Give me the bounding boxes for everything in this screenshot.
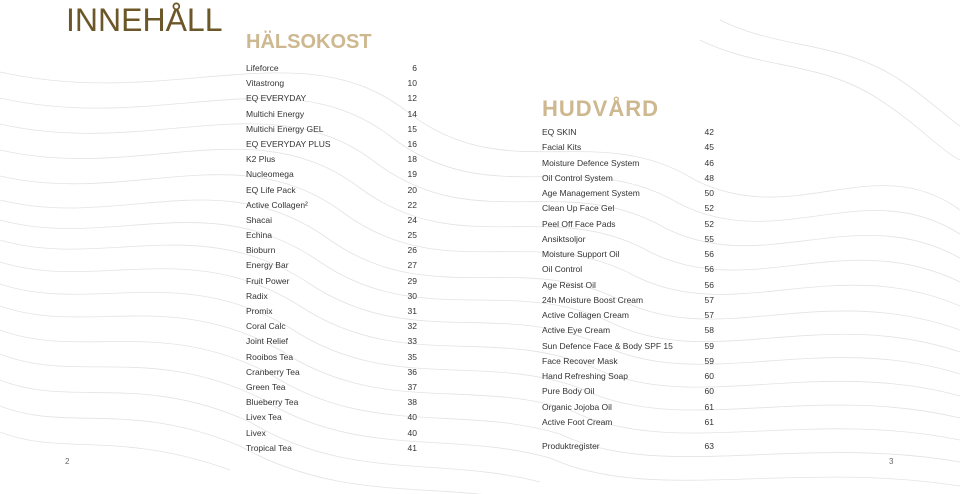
toc-entry[interactable] — [542, 308, 714, 323]
toc-entry[interactable] — [542, 415, 714, 430]
toc-entry-page: 6 — [412, 63, 417, 73]
toc-entry-name: Moisture Defence System — [542, 157, 640, 168]
toc-entry[interactable] — [542, 323, 714, 338]
toc-entry-name: Clean Up Face Gel — [542, 203, 615, 214]
toc-entry[interactable] — [246, 61, 417, 76]
toc-entry[interactable] — [246, 274, 417, 289]
toc-entry[interactable] — [542, 186, 714, 201]
toc-entry-name: EQ EVERYDAY — [246, 93, 307, 104]
toc-entry-page: 45 — [704, 142, 714, 153]
toc-entry-name: EQ EVERYDAY PLUS — [246, 138, 331, 149]
toc-entry-page: 59 — [704, 355, 714, 366]
toc-entry[interactable] — [246, 76, 417, 91]
toc-entry[interactable] — [542, 369, 714, 384]
toc-entry-name: Bioburn — [246, 245, 276, 256]
toc-entry[interactable] — [542, 354, 714, 369]
toc-list-halsokost — [246, 61, 417, 456]
toc-entry-name: Active Collagen Cream — [542, 310, 629, 320]
toc-entry[interactable] — [246, 243, 417, 258]
toc-entry-name: 24h Moisture Boost Cream — [542, 294, 644, 305]
toc-entry-name: Livex Tea — [246, 412, 282, 423]
toc-entry[interactable] — [246, 258, 417, 273]
toc-entry-name: Produktregister — [542, 441, 600, 451]
toc-entry-name: Ansiktsoljor — [542, 233, 586, 244]
toc-entry[interactable] — [542, 217, 714, 232]
toc-entry-name: Moisture Support Oil — [542, 249, 620, 259]
toc-entry-name: Facial Kits — [542, 142, 582, 153]
toc-entry[interactable] — [246, 365, 417, 380]
toc-entry-name: Energy Bar — [246, 260, 289, 271]
toc-entry-page: 37 — [407, 381, 417, 392]
toc-entry-page: 56 — [704, 264, 714, 275]
toc-entry-page: 56 — [704, 249, 714, 259]
toc-entry-name: Green Tea — [246, 381, 286, 392]
toc-entry-page: 26 — [407, 245, 417, 256]
toc-entry[interactable] — [246, 441, 417, 456]
toc-entry[interactable] — [246, 319, 417, 334]
toc-entry-page: 22 — [407, 199, 417, 210]
toc-entry-name: Vitastrong — [246, 78, 285, 89]
toc-entry-name: Peel Off Face Pads — [542, 218, 616, 229]
toc-entry-page: 31 — [407, 306, 417, 316]
toc-entry-name: Nucleomega — [246, 169, 294, 180]
toc-entry-name: Multichi Energy GEL — [246, 123, 324, 134]
toc-entry-page: 35 — [407, 351, 417, 362]
toc-entry-name: Pure Body Oil — [542, 386, 595, 397]
section-title-halsokost: HÄLSOKOST — [246, 31, 372, 53]
toc-entry-page: 18 — [407, 154, 417, 165]
toc-list-hudvard — [542, 125, 714, 430]
toc-entry-name: Sun Defence Face & Body SPF 15 — [542, 340, 673, 351]
toc-entry[interactable] — [246, 334, 417, 349]
toc-entry-page: 40 — [407, 427, 417, 438]
toc-entry-name: Rooibos Tea — [246, 351, 294, 362]
toc-entry-page: 29 — [407, 275, 417, 286]
toc-entry-name: Age Resist Oil — [542, 279, 596, 290]
toc-entry[interactable] — [246, 350, 417, 365]
toc-entry[interactable] — [542, 247, 714, 262]
toc-entry[interactable] — [246, 137, 417, 152]
section-title-hudvard: HUDVÅRD — [542, 96, 659, 121]
toc-entry-page: 59 — [704, 340, 714, 351]
toc-entry-page: 24 — [407, 214, 417, 225]
toc-entry[interactable] — [246, 213, 417, 228]
toc-entry-name: Coral Calc — [246, 321, 286, 332]
toc-entry-name: Livex — [246, 427, 266, 438]
page-number-left: 2 — [65, 457, 70, 466]
toc-entry-name: EQ Life Pack — [246, 184, 296, 195]
toc-entry-page: 52 — [704, 218, 714, 229]
toc-entry[interactable] — [246, 410, 417, 425]
toc-entry-name: Face Recover Mask — [542, 355, 618, 366]
toc-entry[interactable] — [246, 380, 417, 395]
page-title: INNEHÅLL — [66, 2, 223, 38]
toc-entry-name: Active Foot Cream — [542, 416, 613, 427]
toc-entry[interactable] — [246, 183, 417, 198]
toc-entry-page: 48 — [704, 172, 714, 183]
toc-entry[interactable] — [246, 107, 417, 122]
toc-entry[interactable] — [542, 201, 714, 216]
toc-entry-page: 56 — [704, 279, 714, 290]
toc-entry[interactable] — [542, 400, 714, 415]
toc-entry-name: Active Collagen² — [246, 199, 308, 210]
toc-entry[interactable] — [246, 228, 417, 243]
toc-entry-page: 33 — [407, 336, 417, 347]
toc-entry-page: 16 — [407, 138, 417, 149]
toc-entry-page: 60 — [704, 386, 714, 397]
toc-entry[interactable] — [542, 171, 714, 186]
toc-entry-page: 38 — [407, 397, 417, 408]
toc-entry[interactable] — [542, 384, 714, 399]
toc-entry-name: Tropical Tea — [246, 442, 292, 453]
toc-entry[interactable] — [246, 426, 417, 441]
toc-entry-name: Age Management System — [542, 188, 640, 198]
toc-entry-page: 58 — [704, 325, 714, 336]
toc-entry-page: 52 — [704, 203, 714, 214]
toc-entry-page: 32 — [407, 321, 417, 332]
toc-entry[interactable] — [246, 289, 417, 304]
toc-entry-name: Joint Relief — [246, 336, 289, 347]
toc-entry[interactable] — [246, 91, 417, 106]
toc-entry[interactable] — [246, 122, 417, 137]
toc-entry-name: Lifeforce — [246, 63, 279, 73]
toc-entry-page: 42 — [704, 127, 714, 137]
toc-entry-page: 12 — [407, 93, 417, 104]
toc-entry-page: 60 — [704, 371, 714, 381]
toc-entry-page: 40 — [407, 412, 417, 423]
toc-entry-page: 61 — [704, 401, 714, 412]
toc-entry-page: 27 — [407, 260, 417, 271]
toc-entry-page: 25 — [407, 230, 417, 241]
toc-entry-name: Shacai — [246, 214, 272, 225]
page-number-right: 3 — [889, 457, 894, 466]
toc-entry-page: 46 — [704, 157, 714, 168]
toc-entry-name: Radix — [246, 290, 268, 301]
toc-entry[interactable] — [246, 198, 417, 213]
toc-entry-name: K2 Plus — [246, 154, 276, 165]
toc-entry-page: 57 — [704, 294, 714, 305]
toc-entry-page: 10 — [407, 78, 417, 89]
toc-entry-page: 14 — [407, 108, 417, 119]
toc-entry-page: 36 — [407, 366, 417, 377]
toc-entry-name: Oil Control — [542, 264, 583, 275]
toc-entry-name: Blueberry Tea — [246, 397, 299, 408]
toc-entry-name: Hand Refreshing Soap — [542, 371, 629, 381]
toc-entry[interactable] — [246, 152, 417, 167]
toc-entry-page: 57 — [704, 310, 714, 320]
toc-entry-page: 61 — [704, 416, 714, 427]
toc-entry[interactable] — [542, 278, 714, 293]
toc-entry-name: EQ SKIN — [542, 127, 577, 137]
toc-entry-name: Fruit Power — [246, 275, 290, 286]
toc-entry-page: 41 — [407, 442, 417, 453]
toc-entry[interactable] — [542, 232, 714, 247]
toc-entry-name: Organic Jojoba Oil — [542, 401, 612, 412]
toc-entry-page: 19 — [407, 169, 417, 180]
toc-entry-page: 63 — [704, 441, 714, 451]
toc-entry-name: Oil Control System — [542, 172, 613, 183]
toc-entry[interactable] — [542, 293, 714, 308]
toc-entry[interactable] — [542, 125, 714, 140]
toc-entry-name: Echina — [246, 230, 272, 241]
toc-entry-page: 50 — [704, 188, 714, 198]
toc-entry[interactable] — [542, 262, 714, 277]
toc-entry[interactable] — [542, 339, 714, 354]
toc-entry[interactable] — [246, 304, 417, 319]
toc-entry-name: Active Eye Cream — [542, 325, 611, 336]
toc-entry[interactable] — [246, 395, 417, 410]
toc-entry[interactable] — [246, 167, 417, 182]
toc-entry[interactable] — [542, 140, 714, 155]
toc-entry-produktregister[interactable] — [542, 441, 714, 451]
toc-entry-page: 30 — [407, 290, 417, 301]
toc-entry-page: 15 — [407, 123, 417, 134]
toc-entry-page: 55 — [704, 233, 714, 244]
toc-entry-name: Cranberry Tea — [246, 366, 300, 377]
toc-entry[interactable] — [542, 156, 714, 171]
toc-entry-name: Multichi Energy — [246, 108, 305, 119]
toc-entry-page: 20 — [407, 184, 417, 195]
toc-entry-name: Promix — [246, 306, 273, 316]
